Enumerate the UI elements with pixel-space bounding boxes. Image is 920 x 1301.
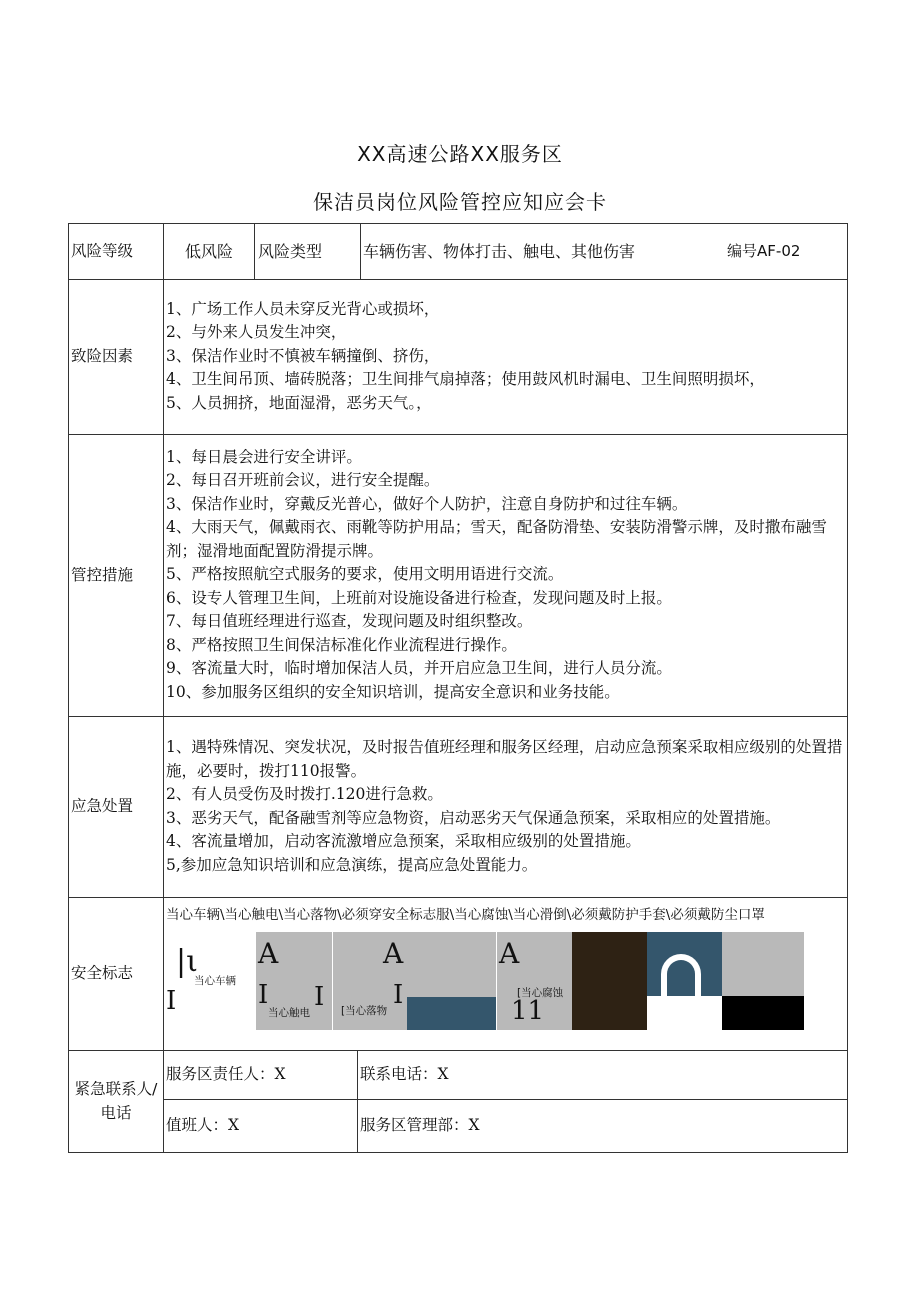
contact-row-1 (69, 1051, 848, 1100)
list-item: 3、恶劣天气，配备融雪剂等应急物资，启动恶劣天气保通急预案，采取相应的处置措施。 (166, 808, 781, 827)
causes-row (69, 280, 848, 435)
header-row (69, 224, 848, 280)
management-dept: 服务区管理部：X (358, 1100, 848, 1153)
caution-falling-objects-sign: A [当心落物 I (333, 932, 407, 1030)
signs-row (69, 898, 848, 1051)
causes-label: 致险因素 (69, 280, 164, 435)
risk-type-value: 车辆伤害、物体打击、触电、其他伤害 (363, 241, 636, 261)
signs-text: 当心车辆\当心触电\当心落物\必须穿安全标志服\当心腐蚀\当心滑倒\必须戴防护手套\必须戴防尘口罩 (166, 907, 765, 923)
list-item: 5、人员拥挤，地面湿滑，恶劣天气。， (166, 393, 432, 412)
responsible-person: 服务区责任人：X (164, 1051, 358, 1100)
controls-list (164, 435, 848, 717)
controls-row (69, 435, 848, 717)
wear-dust-mask-sign (722, 932, 804, 1030)
risk-level-label: 风险等级 (69, 224, 164, 280)
list-item: 1、遇特殊情况、突发状况，及时报告值班经理和服务区经理，启动应急预案采取相应级别的处置措施，必要时，拨打110报警。 (166, 738, 843, 780)
list-item: 7、每日值班经理进行巡查，发现问题及时组织整改。 (166, 612, 533, 631)
contact-phone: 联系电话：X (358, 1051, 848, 1100)
caution-corrosion-sign: A [当心腐蚀 11 (497, 932, 572, 1030)
signs-images (164, 932, 847, 1030)
list-item: 2、有人员受伤及时拨打.120进行急救。 (166, 785, 443, 803)
signs-label: 安全标志 (69, 898, 164, 1051)
caution-electric-sign: A I 当心触电 I (256, 932, 332, 1030)
on-duty-person: 值班人：X (164, 1100, 358, 1153)
caution-vehicle-sign: |ι 当心车辆 I (164, 932, 256, 1030)
wear-gloves-sign (647, 932, 722, 1030)
list-item: 8、严格按照卫生间保洁标准化作业流程进行操作。 (166, 635, 517, 654)
wear-safety-vest-sign (407, 932, 496, 1030)
caution-slippery-sign (572, 932, 647, 1030)
list-item: 3、保洁作业时，穿戴反光普心，做好个人防护，注意自身防护和过往车辆。 (166, 494, 688, 513)
list-item: 3、保洁作业时不慎被车辆撞倒、挤伤， (166, 346, 440, 365)
list-item: 9、客流量大时，临时增加保洁人员，并开启应急卫生间，进行人员分流。 (166, 659, 672, 678)
list-item: 4、卫生间吊顶、墙砖脱落；卫生间排气扇掉落；使用鼓风机时漏电、卫生间照明损坏， (166, 370, 765, 389)
document-subtitle: 保洁员岗位风险管控应知应会卡 (313, 190, 607, 214)
risk-card-table (68, 223, 848, 1153)
list-item: 6、设专人管理卫生间，上班前对设施设备进行检查，发现问题及时上报。 (166, 588, 672, 607)
risk-type-label: 风险类型 (255, 224, 361, 279)
contacts-label: 紧急联系人/电话 (69, 1051, 164, 1153)
emergency-list (164, 717, 848, 898)
list-item: 2、每日召开班前会议，进行安全提醒。 (166, 471, 440, 490)
list-item: 10、参加服务区组织的安全知识培训，提高安全意识和业务技能。 (166, 682, 620, 701)
controls-label: 管控措施 (69, 435, 164, 717)
causes-list (164, 280, 848, 435)
list-item: 2、与外来人员发生冲突， (166, 323, 347, 342)
list-item: 1、每日晨会进行安全讲评。 (166, 447, 362, 466)
list-item: 4、大雨天气，佩戴雨衣、雨靴等防护用品；雪天，配备防滑垫、安装防滑警示牌，及时撒布融雪剂；湿滑地面配置防滑提示牌。 (166, 518, 827, 560)
list-item: 4、客流量增加，启动客流激增应急预案，采取相应级别的处置措施。 (166, 832, 641, 850)
document-title: XX高速公路XX服务区 (357, 142, 563, 166)
card-code: 编号AF-02 (727, 241, 801, 260)
list-item: 5,参加应急知识培训和应急演练，提高应急处置能力。 (166, 855, 538, 874)
emergency-label: 应急处置 (69, 717, 164, 898)
emergency-row (69, 717, 848, 898)
list-item: 5、严格按照航空式服务的要求，使用文明用语进行交流。 (166, 565, 564, 584)
risk-level-value: 低风险 (164, 224, 255, 279)
contact-row-2 (69, 1100, 848, 1153)
list-item: 1、广场工作人员未穿反光背心或损坏， (166, 299, 440, 318)
